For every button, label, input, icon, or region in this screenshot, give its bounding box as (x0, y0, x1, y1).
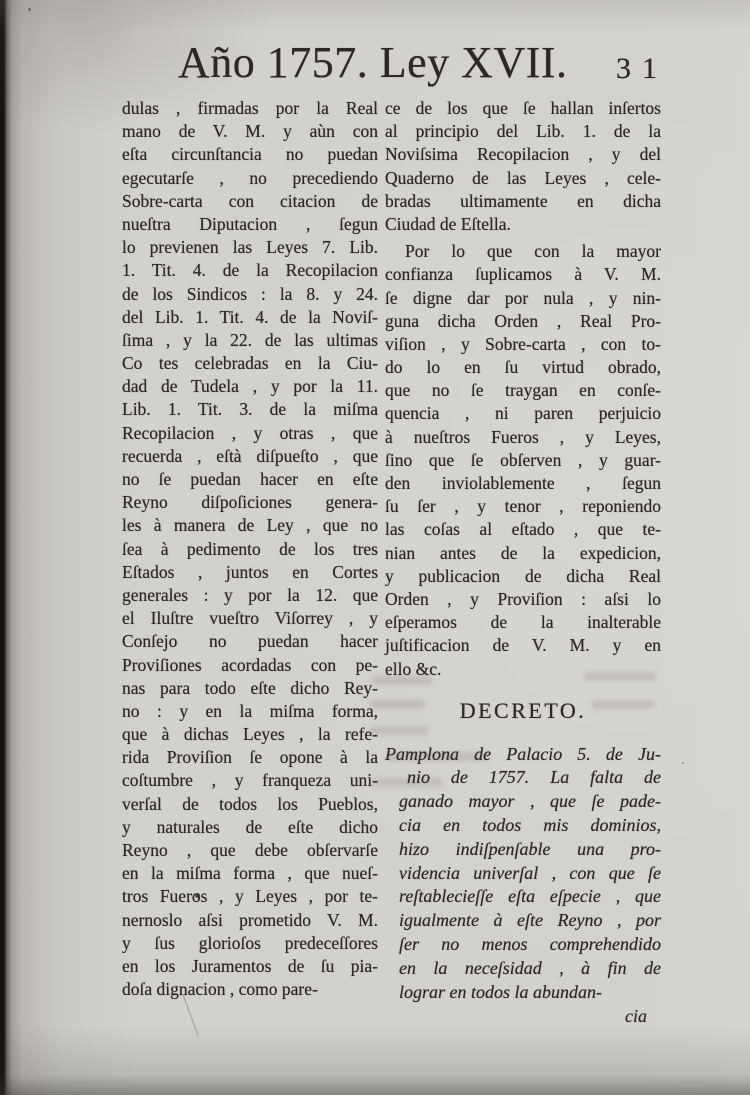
text-line: y publicacion de dicha Real (385, 565, 661, 586)
text-line: eſta circunſtancia no puedan (122, 144, 378, 165)
text-line: juſtificacion de V. M. y en (385, 635, 661, 656)
text-line: lograr en todos la abundan- (399, 981, 603, 1002)
text-line: ſer no menos comprehendido (399, 934, 661, 955)
catchword: cia (625, 1006, 647, 1027)
decree-paragraph (385, 743, 661, 1005)
text-line: Reyno , que debe obſervarſe (122, 840, 378, 860)
text-line: que no ſe traygan en conſe- (385, 380, 661, 401)
text-line: quencia , ni paren perjuicio (385, 403, 661, 424)
text-line: videncia univerſal , con que ſe (399, 862, 661, 883)
text-line: nas para todo eſte dicho Rey- (122, 677, 378, 698)
text-line: rida Proviſion ſe opone à la (122, 747, 378, 768)
text-line: guna dicha Orden , Real Pro- (385, 310, 661, 331)
text-line: en la neceſsidad , à fin de (399, 957, 661, 978)
text-line: Proviſiones acordadas con pe- (122, 654, 378, 675)
page-header-title: Año 1757. Ley XVII. (178, 38, 568, 87)
text-line: en la miſma forma , que nueſ- (122, 863, 378, 884)
text-line: nian antes de la expedicion, (385, 542, 661, 563)
text-line: do lo en ſu virtud obrado, (385, 357, 661, 378)
text-line: del Lib. 1. Tit. 4. de la Noviſ- (122, 306, 378, 327)
text-line: nernoslo aſsi prometido V. M. (122, 909, 378, 930)
text-line: ſima , y la 22. de las ultimas (122, 329, 378, 350)
text-line: ſe digne dar por nula , y nin- (385, 287, 661, 308)
text-line: el Iluſtre vueſtro Viſorrey , y (122, 608, 378, 629)
text-line: Noviſsima Recopilacion , y del (385, 144, 661, 165)
text-line: que à dichas Leyes , la refe- (122, 724, 378, 745)
text-line: Co tes celebradas en la Ciu- (122, 353, 378, 374)
text-line: verſal de todos los Pueblos, (122, 793, 378, 814)
left-text-column (122, 97, 378, 1001)
text-line: cia en todos mis dominios, (399, 815, 661, 836)
text-line: lo previenen las Leyes 7. Lib. (122, 237, 378, 258)
ink-speck (28, 8, 31, 11)
text-line: bradas ultimamente en dicha (385, 190, 661, 211)
text-line: nueſtra Diputacion , ſegun (122, 213, 378, 234)
text-line: Eſtados , juntos en Cortes (122, 561, 378, 582)
text-line: Por lo que con la mayor (405, 241, 661, 262)
text-line: ello &c. (385, 658, 442, 679)
text-line: Conſejo no puedan hacer (122, 631, 378, 652)
text-line: ganado mayor , que ſe pade- (399, 791, 661, 812)
text-line: reſtablecieſſe eſta eſpecie , que (399, 886, 661, 907)
text-line: mano de V. M. y aùn con (122, 121, 378, 142)
petition-paragraph-1 (385, 97, 661, 236)
text-line: y ſus glorioſos predeceſſores (122, 932, 378, 953)
text-line: Ciudad de Eſtella. (385, 213, 511, 234)
text-line: Reyno diſpoſiciones genera- (122, 492, 378, 513)
text-line: viſion , y Sobre-carta , con to- (385, 333, 661, 354)
text-line: generales : y por la 12. que (122, 584, 378, 605)
text-line: ſino que ſe obſerven , y guar- (385, 449, 661, 470)
text-line: ſea à pedimento de los tres (122, 538, 378, 559)
text-line: dad de Tudela , y por la 11. (122, 376, 378, 397)
text-line: Lib. 1. Tit. 3. de la miſma (122, 399, 378, 420)
text-line: en los Juramentos de ſu pia- (122, 955, 378, 976)
right-text-column (385, 97, 661, 1028)
decreto-heading: DECRETO. (459, 697, 587, 723)
text-line: recuerda , eſtà diſpueſto , que (122, 445, 378, 466)
text-line: les à manera de Ley , que no (122, 515, 378, 536)
petition-paragraph-2 (385, 240, 661, 681)
text-line: eſperamos de la inalterable (385, 612, 661, 633)
text-line: tros Fueros , y Leyes , por te- (122, 886, 378, 907)
text-line: Recopilacion , y otras , que (122, 422, 378, 443)
text-line: y naturales de eſte dicho (122, 816, 378, 837)
text-line: de los Sindicos : la 8. y 24. (122, 283, 378, 304)
text-line: 1. Tit. 4. de la Recopilacion (122, 260, 378, 281)
text-line: à nueſtros Fueros , y Leyes, (385, 426, 661, 447)
text-line: al principio del Lib. 1. de la (385, 121, 661, 142)
text-line: igualmente à eſte Reyno , por (399, 910, 661, 931)
text-line: Orden , y Proviſion : aſsi lo (385, 588, 661, 609)
text-line: den inviolablemente , ſegun (385, 473, 661, 493)
text-line: doſa dignacion , como pare- (122, 979, 318, 1000)
text-line: nio de 1757. La falta de (407, 767, 661, 788)
left-column-paragraph (122, 97, 378, 1001)
page-number: 31 (616, 52, 668, 85)
text-line: no ſe puedan hacer en eſte (122, 469, 378, 489)
text-line: Pamplona de Palacio 5. de Ju- (385, 743, 661, 764)
text-line: Quaderno de las Leyes , cele- (385, 167, 661, 188)
text-line: ſu ſer , y tenor , reponiendo (385, 496, 661, 517)
text-line: las coſas al eſtado , que te- (385, 519, 661, 540)
text-line: dulas , firmadas por la Real (122, 98, 378, 118)
text-line: confianza ſuplicamos à V. M. (385, 264, 661, 285)
text-line: ce de los que ſe hallan inſertos (385, 98, 661, 118)
text-line: hizo indiſpenſable una pro- (399, 838, 661, 859)
ink-speck (682, 762, 684, 764)
text-line: egecutarſe , no precediendo (122, 167, 378, 188)
text-line: no : y en la miſma forma, (122, 700, 378, 721)
text-line: coſtumbre , y franqueza uni- (122, 770, 378, 791)
text-line: Sobre-carta con citacion de (122, 190, 378, 211)
